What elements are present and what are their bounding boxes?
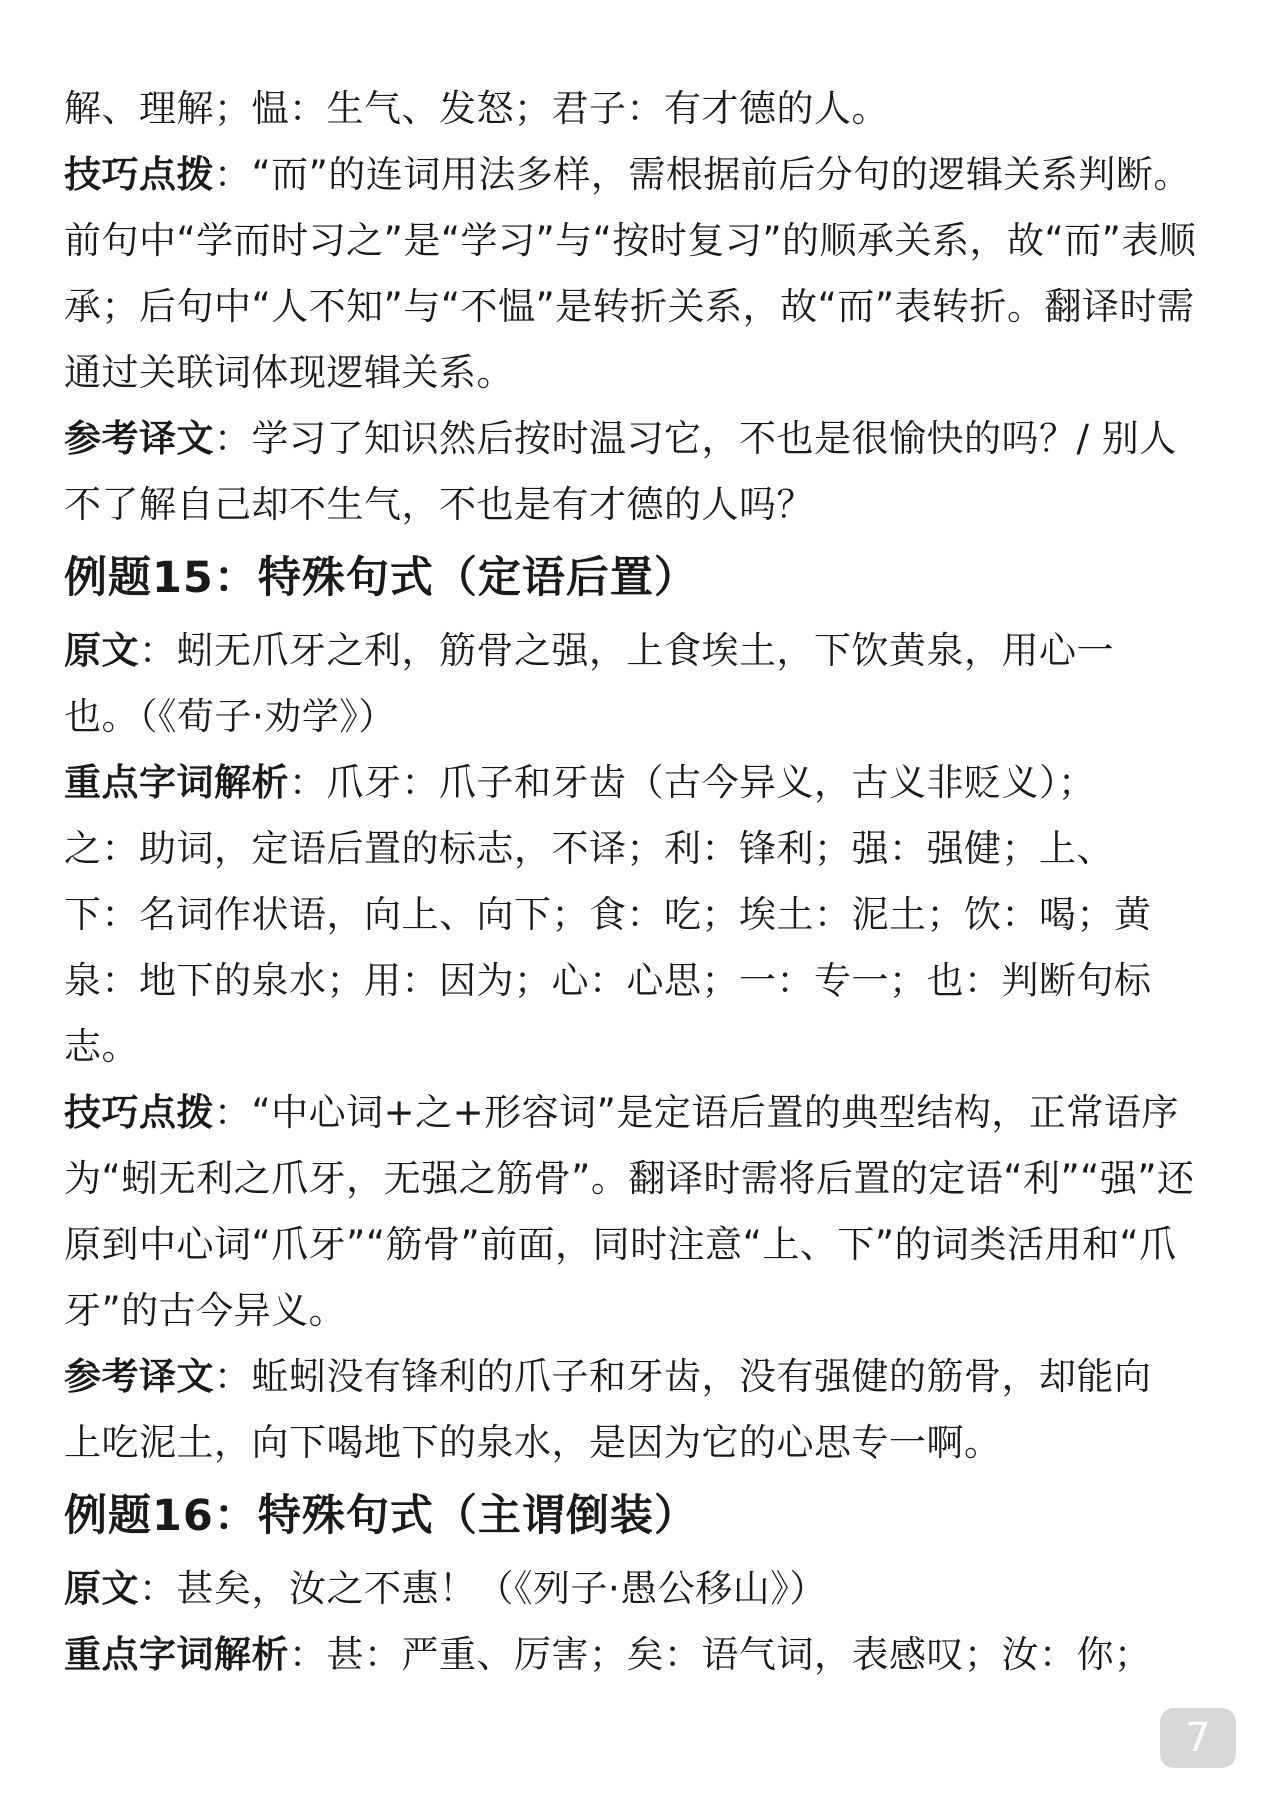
previous-example-continuation	[64, 76, 1224, 538]
text-line	[64, 340, 1224, 406]
text-line	[64, 618, 1224, 684]
line-text: ：“而”的连词用法多样，需根据前后分句的逻辑关系判断。	[214, 153, 1191, 196]
line-text: 解、理解；愠：生气、发怒；君子：有才德的人。	[64, 87, 889, 130]
line-text: 上吃泥土，向下喝地下的泉水，是因为它的心思专一啊。	[64, 1421, 1002, 1464]
text-line	[64, 816, 1224, 882]
line-text: 牙”的古今异义。	[64, 1289, 347, 1332]
line-text: ：爪牙：爪子和牙齿（古今异义，古义非贬义）；	[289, 761, 1096, 804]
line-text: 下：名词作状语，向上、向下；食：吃；埃土：泥土；饮：喝；黄	[64, 893, 1152, 936]
text-line	[64, 472, 1224, 538]
text-line	[64, 1146, 1224, 1212]
text-line	[64, 142, 1224, 208]
line-text: 也。（《荀子·劝学》）	[64, 695, 396, 738]
section-label: 重点字词解析	[64, 1633, 289, 1676]
text-line	[64, 208, 1224, 274]
line-text: 泉：地下的泉水；用：因为；心：心思；一：专一；也：判断句标	[64, 959, 1152, 1002]
line-text: 不了解自己却不生气，不也是有才德的人吗？	[64, 483, 814, 526]
text-line	[64, 1212, 1224, 1278]
text-line	[64, 948, 1224, 1014]
text-line	[64, 750, 1224, 816]
section-label: 原文	[64, 629, 139, 672]
section-label: 技巧点拨	[64, 153, 214, 196]
example-15-body	[64, 618, 1224, 1476]
line-text: ：“中心词+之+形容词”是定语后置的典型结构，正常语序	[214, 1091, 1179, 1134]
document-content	[64, 76, 1224, 1688]
text-line	[64, 1410, 1224, 1476]
section-label: 重点字词解析	[64, 761, 289, 804]
text-line	[64, 1014, 1224, 1080]
example-16-heading: 例题16：特殊句式（主谓倒装）	[64, 1491, 698, 1541]
line-text: ：学习了知识然后按时温习它，不也是很愉快的吗？/ 别人	[214, 417, 1177, 460]
line-text: 原到中心词“爪牙”“筋骨”前面，同时注意“上、下”的词类活用和“爪	[64, 1223, 1177, 1266]
line-text: 为“蚓无利之爪牙，无强之筋骨”。翻译时需将后置的定语“利”“强”还	[64, 1157, 1195, 1200]
text-line	[64, 1278, 1224, 1344]
text-line	[64, 1080, 1224, 1146]
line-text: 承；后句中“人不知”与“不愠”是转折关系，故“而”表转折。翻译时需	[64, 285, 1195, 328]
example-15-heading: 例题15：特殊句式（定语后置）	[64, 553, 698, 603]
section-label: 原文	[64, 1567, 139, 1610]
line-text: ：甚矣，汝之不惠！（《列子·愚公移山》）	[139, 1567, 827, 1610]
line-text: 之：助词，定语后置的标志，不译；利：锋利；强：强健；上、	[64, 827, 1114, 870]
text-line	[64, 1622, 1224, 1688]
text-line	[64, 76, 1224, 142]
section-label: 参考译文	[64, 1355, 214, 1398]
section-label: 技巧点拨	[64, 1091, 214, 1134]
text-line	[64, 274, 1224, 340]
text-line	[64, 684, 1224, 750]
section-label: 参考译文	[64, 417, 214, 460]
line-text: 前句中“学而时习之”是“学习”与“按时复习”的顺承关系，故“而”表顺	[64, 219, 1197, 262]
text-line	[64, 1556, 1224, 1622]
text-line	[64, 882, 1224, 948]
line-text: 通过关联词体现逻辑关系。	[64, 351, 514, 394]
line-text: ：蚯蚓没有锋利的爪子和牙齿，没有强健的筋骨，却能向	[214, 1355, 1152, 1398]
line-text: ：蚓无爪牙之利，筋骨之强，上食埃土，下饮黄泉，用心一	[139, 629, 1114, 672]
example-16-body	[64, 1556, 1224, 1688]
text-line	[64, 406, 1224, 472]
line-text: 志。	[64, 1025, 139, 1068]
line-text: ：甚：严重、厉害；矣：语气词，表感叹；汝：你；	[289, 1633, 1152, 1676]
text-line	[64, 1344, 1224, 1410]
page-number-badge: 7	[1160, 1708, 1236, 1768]
